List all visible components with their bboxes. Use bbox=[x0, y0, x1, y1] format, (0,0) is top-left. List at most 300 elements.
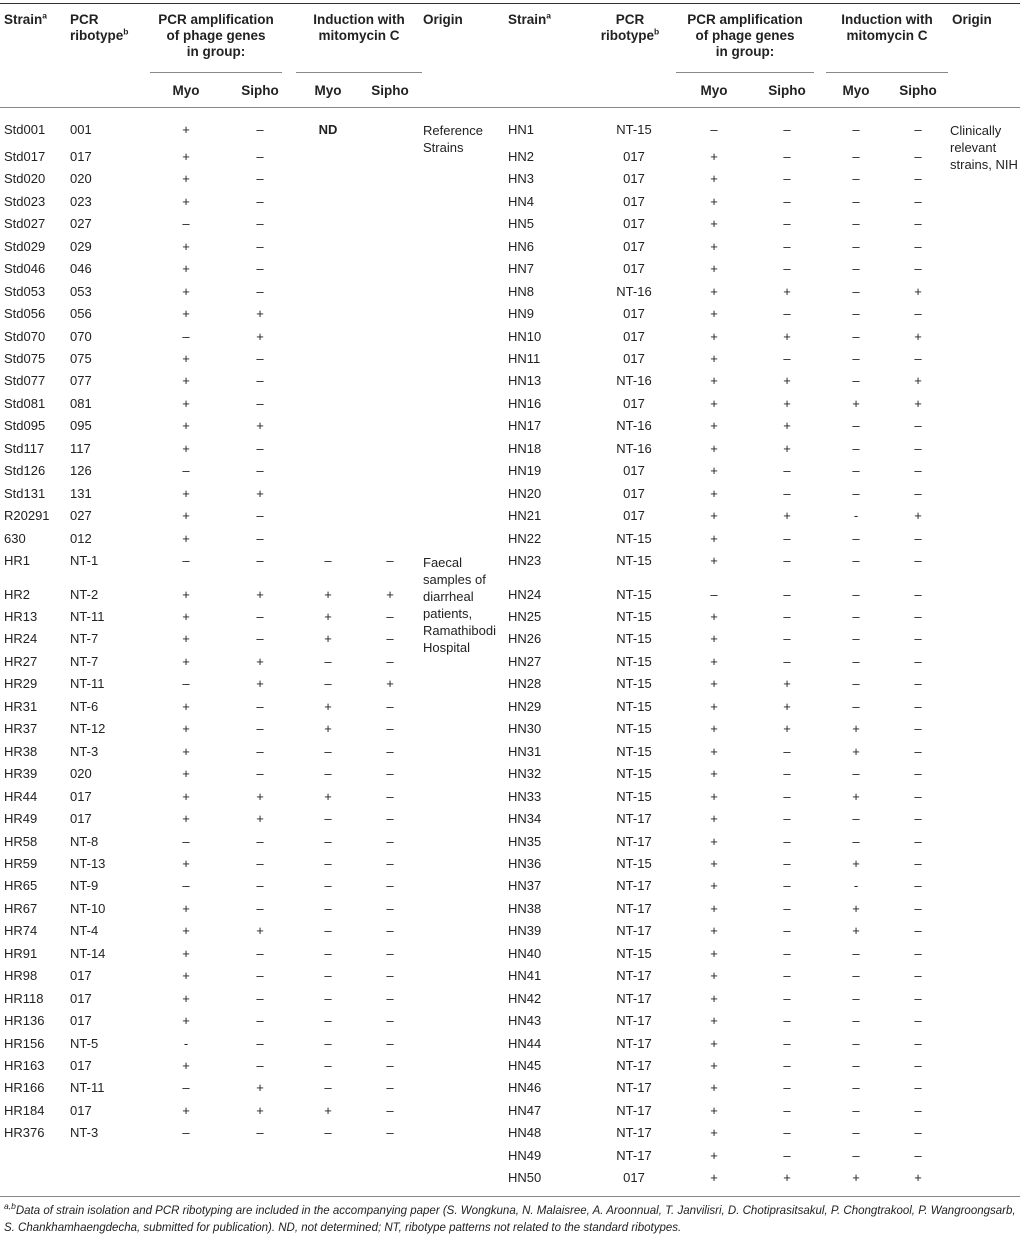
cell-ribotype: NT-16 bbox=[616, 373, 652, 389]
cell-ribotype: 017 bbox=[70, 990, 92, 1006]
cell-ind-myo: – bbox=[852, 553, 860, 568]
cell-ind-myo: – bbox=[852, 1147, 860, 1163]
cell-ribotype: NT-15 bbox=[616, 766, 652, 782]
cell-pcr-sipho: – bbox=[256, 530, 264, 546]
cell-ind-myo: – bbox=[852, 1102, 860, 1118]
cell-strain: HR184 bbox=[4, 1102, 45, 1118]
cell-pcr-myo: + bbox=[710, 1058, 718, 1073]
cell-ind-sipho: – bbox=[914, 855, 922, 871]
cell-ind-sipho: – bbox=[914, 990, 922, 1006]
cell-ribotype: 117 bbox=[70, 440, 91, 456]
cell-strain: HR13 bbox=[4, 608, 38, 624]
cell-ribotype: 017 bbox=[623, 1170, 645, 1186]
cell-pcr-sipho: – bbox=[256, 968, 264, 984]
cell-pcr-sipho: – bbox=[256, 743, 264, 759]
cell-pcr-myo: + bbox=[710, 968, 718, 984]
cell-ind-myo: – bbox=[852, 193, 860, 209]
cell-pcr-sipho: – bbox=[256, 1035, 264, 1051]
cell-ribotype: 077 bbox=[70, 373, 92, 389]
cell-ind-sipho: – bbox=[386, 653, 394, 669]
cell-ind-myo: – bbox=[852, 990, 860, 1006]
cell-ind-sipho: – bbox=[914, 1013, 922, 1029]
cell-ribotype: 023 bbox=[70, 193, 92, 209]
cell-ind-myo: + bbox=[852, 743, 860, 759]
cell-pcr-myo: – bbox=[182, 1080, 190, 1096]
cell-pcr-sipho: – bbox=[783, 766, 791, 782]
cell-ribotype: NT-17 bbox=[616, 968, 652, 984]
cell-ind-sipho: – bbox=[914, 216, 922, 232]
cell-strain: Std056 bbox=[4, 306, 46, 322]
cell-pcr-myo: + bbox=[710, 148, 718, 164]
cell-pcr-myo: + bbox=[710, 373, 718, 389]
cell-pcr-myo: + bbox=[710, 306, 718, 322]
cell-pcr-sipho: – bbox=[783, 216, 791, 232]
cell-ind-sipho: + bbox=[914, 328, 922, 344]
cell-pcr-sipho: – bbox=[256, 463, 264, 479]
cell-ind-sipho: – bbox=[914, 261, 922, 277]
cell-strain: HN37 bbox=[508, 878, 542, 894]
cell-pcr-sipho: – bbox=[256, 833, 264, 849]
cell-ribotype: NT-11 bbox=[70, 608, 105, 624]
cell-strain: HN28 bbox=[508, 676, 542, 692]
cell-pcr-myo: + bbox=[182, 766, 190, 782]
cell-ribotype: NT-17 bbox=[616, 1013, 652, 1029]
cell-ind-sipho: – bbox=[914, 676, 922, 692]
cell-pcr-sipho: – bbox=[783, 608, 791, 624]
cell-ind-myo: – bbox=[852, 463, 860, 479]
cell-pcr-myo: + bbox=[710, 328, 718, 344]
cell-strain: HN16 bbox=[508, 395, 542, 411]
cell-ind-myo: + bbox=[324, 1102, 332, 1118]
cell-pcr-sipho: – bbox=[783, 193, 791, 209]
cell-ribotype: 017 bbox=[623, 485, 645, 501]
cell-pcr-myo: + bbox=[182, 395, 190, 411]
cell-ind-myo: – bbox=[852, 968, 860, 984]
cell-pcr-sipho: + bbox=[783, 328, 791, 344]
cell-strain: Std020 bbox=[4, 171, 46, 187]
cell-pcr-myo: + bbox=[182, 945, 190, 961]
cell-pcr-sipho: + bbox=[256, 418, 264, 434]
cell-ind-myo: – bbox=[852, 1035, 860, 1051]
cell-pcr-myo: + bbox=[182, 721, 190, 737]
cell-ind-myo: – bbox=[852, 833, 860, 849]
cell-ribotype: 017 bbox=[623, 463, 645, 479]
cell-strain: HN5 bbox=[508, 216, 535, 232]
cell-ribotype: NT-15 bbox=[616, 553, 652, 568]
cell-pcr-myo: + bbox=[710, 923, 718, 939]
cell-ind-sipho: + bbox=[386, 676, 394, 692]
cell-ribotype: 081 bbox=[70, 395, 92, 411]
header-pcr-group-left: PCR amplification of phage genes in group: bbox=[158, 12, 274, 59]
cell-pcr-sipho: – bbox=[783, 833, 791, 849]
cell-pcr-myo: + bbox=[710, 608, 718, 624]
cell-pcr-sipho: – bbox=[783, 653, 791, 669]
cell-ind-sipho: – bbox=[386, 1058, 394, 1073]
cell-ind-myo: + bbox=[324, 788, 332, 804]
cell-ind-sipho: – bbox=[914, 193, 922, 209]
cell-ribotype: 020 bbox=[70, 766, 92, 782]
cell-ind-sipho: – bbox=[386, 1013, 394, 1029]
cell-ind-myo: – bbox=[852, 631, 860, 647]
induction-rule-left bbox=[296, 72, 422, 73]
cell-pcr-myo: + bbox=[182, 608, 190, 624]
cell-pcr-sipho: – bbox=[783, 238, 791, 254]
cell-ind-myo: – bbox=[852, 328, 860, 344]
cell-strain: HN22 bbox=[508, 530, 542, 546]
cell-ribotype: 017 bbox=[70, 1102, 92, 1118]
cell-ribotype: NT-17 bbox=[616, 811, 652, 826]
cell-pcr-sipho: + bbox=[783, 395, 791, 411]
cell-ind-myo: – bbox=[852, 766, 860, 782]
cell-strain: HR29 bbox=[4, 676, 38, 692]
cell-pcr-sipho: + bbox=[256, 676, 264, 692]
origin-reference: Reference Strains bbox=[423, 123, 483, 155]
cell-pcr-myo: + bbox=[710, 485, 718, 501]
cell-ind-myo: + bbox=[324, 721, 332, 737]
table-bottom-rule bbox=[0, 1196, 1020, 1197]
cell-ind-myo: – bbox=[852, 945, 860, 961]
cell-strain: HN18 bbox=[508, 440, 542, 456]
cell-pcr-sipho: + bbox=[783, 1170, 791, 1186]
top-rule bbox=[0, 3, 1020, 4]
cell-ind-sipho: – bbox=[386, 698, 394, 714]
cell-strain: Std017 bbox=[4, 148, 46, 164]
cell-strain: Std117 bbox=[4, 440, 45, 456]
cell-ind-myo: – bbox=[852, 238, 860, 254]
cell-pcr-myo: + bbox=[710, 1170, 718, 1186]
cell-ind-sipho: – bbox=[914, 698, 922, 714]
cell-strain: HR58 bbox=[4, 833, 38, 849]
cell-pcr-sipho: + bbox=[256, 788, 264, 804]
cell-pcr-sipho: – bbox=[256, 193, 264, 209]
cell-pcr-sipho: + bbox=[783, 698, 791, 714]
cell-strain: HN41 bbox=[508, 968, 542, 984]
cell-strain: Std077 bbox=[4, 373, 46, 389]
cell-ind-sipho: – bbox=[914, 900, 922, 916]
cell-pcr-myo: + bbox=[710, 351, 718, 366]
cell-pcr-sipho: – bbox=[783, 1058, 791, 1073]
header-myo-pcr-left: Myo bbox=[172, 83, 200, 98]
cell-ind-myo: + bbox=[852, 900, 860, 916]
cell-ribotype: 017 bbox=[623, 171, 645, 187]
cell-ribotype: NT-8 bbox=[70, 833, 99, 849]
cell-strain: HN6 bbox=[508, 238, 535, 254]
cell-ribotype: 017 bbox=[623, 306, 645, 322]
cell-strain: HR65 bbox=[4, 878, 38, 894]
cell-ribotype: 017 bbox=[70, 968, 92, 984]
cell-pcr-sipho: – bbox=[783, 261, 791, 277]
origin-faecal: Faecal samples of diarrheal patients, Ramathibodi Hospital bbox=[423, 555, 496, 655]
header-origin-right: Origin bbox=[952, 12, 992, 27]
cell-pcr-sipho: – bbox=[783, 878, 791, 894]
cell-ribotype: 070 bbox=[70, 328, 92, 344]
cell-ribotype: NT-15 bbox=[616, 743, 652, 759]
cell-ind-sipho: – bbox=[914, 485, 922, 501]
origin-clinical: Clinically relevant strains, NIH bbox=[950, 123, 1018, 172]
cell-strain: HR37 bbox=[4, 721, 38, 737]
cell-pcr-sipho: – bbox=[256, 1058, 264, 1073]
cell-ind-sipho: – bbox=[386, 743, 394, 759]
cell-pcr-myo: + bbox=[710, 1125, 718, 1141]
cell-pcr-sipho: – bbox=[256, 855, 264, 871]
cell-pcr-myo: + bbox=[710, 811, 718, 826]
cell-ribotype: 020 bbox=[70, 171, 92, 187]
cell-pcr-sipho: – bbox=[783, 743, 791, 759]
cell-pcr-sipho: – bbox=[256, 238, 264, 254]
cell-pcr-sipho: – bbox=[256, 631, 264, 647]
cell-ribotype: 056 bbox=[70, 306, 92, 322]
cell-ind-myo: + bbox=[852, 855, 860, 871]
cell-pcr-sipho: + bbox=[783, 283, 791, 299]
cell-pcr-sipho: + bbox=[256, 653, 264, 669]
cell-pcr-sipho: – bbox=[256, 945, 264, 961]
cell-ind-myo: + bbox=[852, 923, 860, 939]
cell-ind-myo: – bbox=[324, 811, 332, 826]
cell-pcr-myo: + bbox=[710, 855, 718, 871]
cell-ind-myo: – bbox=[852, 811, 860, 826]
cell-strain: HN29 bbox=[508, 698, 542, 714]
cell-pcr-myo: + bbox=[710, 1013, 718, 1029]
header-sipho-pcr-right: Sipho bbox=[768, 83, 806, 98]
cell-ribotype: NT-14 bbox=[70, 945, 106, 961]
cell-ind-sipho: – bbox=[386, 553, 394, 568]
cell-pcr-sipho: – bbox=[783, 1080, 791, 1096]
cell-ribotype: 046 bbox=[70, 261, 92, 277]
cell-ind-sipho: – bbox=[914, 148, 922, 164]
cell-strain: HN1 bbox=[508, 122, 535, 137]
cell-pcr-sipho: – bbox=[783, 945, 791, 961]
cell-strain: HR67 bbox=[4, 900, 38, 916]
cell-pcr-myo: + bbox=[182, 508, 190, 524]
cell-ind-sipho: – bbox=[914, 788, 922, 804]
cell-pcr-sipho: – bbox=[783, 631, 791, 647]
cell-pcr-sipho: – bbox=[783, 788, 791, 804]
cell-ribotype: 017 bbox=[623, 395, 645, 411]
cell-ribotype: NT-15 bbox=[616, 586, 652, 602]
cell-pcr-myo: + bbox=[182, 306, 190, 322]
cell-pcr-sipho: – bbox=[256, 171, 264, 187]
cell-ribotype: 027 bbox=[70, 508, 92, 524]
cell-ind-myo: ND bbox=[318, 122, 338, 137]
cell-ribotype: NT-17 bbox=[616, 923, 652, 939]
cell-pcr-sipho: – bbox=[783, 923, 791, 939]
cell-pcr-myo: + bbox=[182, 968, 190, 984]
header-ribotype-left: PCR ribotype$^b$ bbox=[70, 12, 129, 43]
cell-pcr-myo: + bbox=[710, 530, 718, 546]
cell-pcr-myo: – bbox=[182, 328, 190, 344]
cell-pcr-myo: + bbox=[182, 283, 190, 299]
cell-pcr-sipho: – bbox=[256, 351, 264, 366]
cell-ind-sipho: – bbox=[386, 833, 394, 849]
cell-ribotype: NT-2 bbox=[70, 586, 99, 602]
cell-strain: HR376 bbox=[4, 1125, 45, 1141]
cell-pcr-sipho: – bbox=[256, 878, 264, 894]
cell-ribotype: NT-17 bbox=[616, 833, 652, 849]
cell-ribotype: NT-17 bbox=[616, 990, 652, 1006]
cell-ind-myo: – bbox=[324, 553, 332, 568]
cell-strain: HN35 bbox=[508, 833, 542, 849]
cell-ind-sipho: – bbox=[914, 463, 922, 479]
cell-ind-myo: – bbox=[852, 418, 860, 434]
cell-pcr-myo: + bbox=[710, 508, 718, 524]
cell-strain: HN34 bbox=[508, 811, 542, 826]
cell-ind-sipho: – bbox=[386, 631, 394, 647]
cell-ind-myo: – bbox=[852, 373, 860, 389]
cell-pcr-sipho: – bbox=[256, 698, 264, 714]
cell-strain: HN27 bbox=[508, 653, 542, 669]
cell-ind-myo: – bbox=[324, 653, 332, 669]
cell-ribotype: NT-17 bbox=[616, 1102, 652, 1118]
cell-strain: Std046 bbox=[4, 261, 46, 277]
cell-pcr-myo: + bbox=[182, 122, 190, 137]
cell-ribotype: NT-11 bbox=[70, 676, 105, 692]
cell-ind-sipho: – bbox=[386, 721, 394, 737]
cell-pcr-sipho: + bbox=[256, 306, 264, 322]
cell-pcr-myo: – bbox=[182, 878, 190, 894]
cell-pcr-sipho: – bbox=[256, 1013, 264, 1029]
cell-strain: HR2 bbox=[4, 586, 31, 602]
cell-ind-myo: – bbox=[852, 586, 860, 602]
cell-ind-sipho: – bbox=[914, 923, 922, 939]
cell-ind-sipho: – bbox=[914, 631, 922, 647]
cell-ribotype: NT-13 bbox=[70, 855, 106, 871]
cell-ribotype: 027 bbox=[70, 216, 92, 232]
cell-strain: HR91 bbox=[4, 945, 38, 961]
cell-ind-myo: + bbox=[324, 698, 332, 714]
header-strain-right: Strain$^a$ bbox=[508, 10, 551, 27]
cell-pcr-sipho: – bbox=[783, 463, 791, 479]
cell-ind-myo: – bbox=[852, 1125, 860, 1141]
cell-ind-myo: + bbox=[324, 608, 332, 624]
cell-pcr-myo: + bbox=[710, 171, 718, 187]
cell-ind-sipho: – bbox=[914, 1058, 922, 1073]
cell-ribotype: NT-16 bbox=[616, 440, 652, 456]
cell-ind-sipho: – bbox=[914, 553, 922, 568]
cell-ind-myo: – bbox=[324, 1013, 332, 1029]
cell-ind-sipho: – bbox=[386, 855, 394, 871]
cell-ribotype: NT-15 bbox=[616, 855, 652, 871]
cell-pcr-sipho: + bbox=[256, 1080, 264, 1096]
cell-strain: HN9 bbox=[508, 306, 535, 322]
cell-pcr-sipho: + bbox=[256, 485, 264, 501]
cell-ind-sipho: – bbox=[386, 766, 394, 782]
cell-pcr-sipho: – bbox=[256, 122, 264, 137]
cell-ind-myo: – bbox=[852, 653, 860, 669]
cell-strain: HN42 bbox=[508, 990, 542, 1006]
cell-ribotype: 029 bbox=[70, 238, 92, 254]
cell-ind-myo: + bbox=[852, 721, 860, 737]
cell-ribotype: 017 bbox=[623, 216, 645, 232]
cell-ind-sipho: – bbox=[386, 923, 394, 939]
cell-pcr-sipho: – bbox=[256, 990, 264, 1006]
cell-strain: Std053 bbox=[4, 283, 46, 299]
cell-pcr-myo: + bbox=[182, 148, 190, 164]
cell-ind-myo: – bbox=[852, 676, 860, 692]
cell-ind-myo: - bbox=[853, 878, 859, 894]
cell-ind-sipho: – bbox=[914, 351, 922, 366]
cell-pcr-myo: + bbox=[182, 193, 190, 209]
cell-strain: HN23 bbox=[508, 553, 542, 568]
cell-ribotype: NT-17 bbox=[616, 1058, 652, 1073]
cell-pcr-myo: + bbox=[182, 171, 190, 187]
cell-pcr-sipho: + bbox=[256, 811, 264, 826]
cell-strain: Std081 bbox=[4, 395, 46, 411]
cell-pcr-myo: + bbox=[182, 530, 190, 546]
cell-ribotype: NT-15 bbox=[616, 721, 652, 737]
cell-pcr-sipho: + bbox=[256, 328, 264, 344]
cell-strain: HN48 bbox=[508, 1125, 542, 1141]
cell-pcr-sipho: – bbox=[256, 766, 264, 782]
cell-ribotype: NT-7 bbox=[70, 631, 99, 647]
cell-strain: Std023 bbox=[4, 193, 46, 209]
cell-strain: HR163 bbox=[4, 1058, 45, 1073]
cell-pcr-sipho: + bbox=[783, 721, 791, 737]
cell-ind-myo: – bbox=[324, 878, 332, 894]
cell-ribotype: 075 bbox=[70, 351, 92, 366]
cell-pcr-myo: + bbox=[710, 418, 718, 434]
cell-ind-sipho: – bbox=[914, 1035, 922, 1051]
cell-ribotype: 017 bbox=[623, 148, 645, 164]
cell-pcr-myo: + bbox=[182, 373, 190, 389]
cell-ribotype: 017 bbox=[623, 193, 645, 209]
cell-pcr-myo: + bbox=[710, 463, 718, 479]
cell-ribotype: 012 bbox=[70, 530, 92, 546]
cell-pcr-myo: + bbox=[182, 788, 190, 804]
cell-ind-sipho: – bbox=[914, 1080, 922, 1096]
cell-ind-sipho: – bbox=[386, 1102, 394, 1118]
cell-pcr-sipho: – bbox=[783, 171, 791, 187]
cell-pcr-myo: + bbox=[710, 1102, 718, 1118]
cell-pcr-myo: + bbox=[182, 653, 190, 669]
cell-strain: HN2 bbox=[508, 148, 535, 164]
cell-ribotype: 017 bbox=[70, 1058, 92, 1073]
cell-ind-sipho: – bbox=[386, 1080, 394, 1096]
cell-strain: HR38 bbox=[4, 743, 38, 759]
cell-pcr-myo: + bbox=[710, 698, 718, 714]
cell-ribotype: NT-17 bbox=[616, 1147, 652, 1163]
cell-ribotype: 053 bbox=[70, 283, 92, 299]
cell-ribotype: NT-3 bbox=[70, 743, 99, 759]
cell-pcr-myo: + bbox=[710, 440, 718, 456]
cell-pcr-myo: – bbox=[710, 586, 718, 602]
cell-ind-myo: – bbox=[324, 743, 332, 759]
cell-pcr-myo: + bbox=[182, 261, 190, 277]
cell-pcr-sipho: – bbox=[256, 440, 264, 456]
cell-pcr-myo: + bbox=[182, 990, 190, 1006]
cell-pcr-myo: – bbox=[182, 216, 190, 232]
cell-strain: HN39 bbox=[508, 923, 542, 939]
cell-ribotype: NT-7 bbox=[70, 653, 99, 669]
cell-strain: HR98 bbox=[4, 968, 38, 984]
cell-pcr-sipho: + bbox=[256, 923, 264, 939]
cell-ind-sipho: – bbox=[386, 608, 394, 624]
cell-strain: HN45 bbox=[508, 1058, 542, 1073]
header-strain-left: Strain$^a$ bbox=[4, 10, 47, 27]
cell-pcr-sipho: – bbox=[783, 122, 791, 137]
cell-ind-myo: – bbox=[852, 283, 860, 299]
cell-ind-sipho: – bbox=[386, 945, 394, 961]
cell-pcr-myo: + bbox=[182, 923, 190, 939]
cell-ind-sipho: + bbox=[914, 1170, 922, 1186]
cell-pcr-myo: + bbox=[710, 676, 718, 692]
cell-ribotype: NT-15 bbox=[616, 788, 652, 804]
cell-ribotype: 017 bbox=[70, 811, 92, 826]
cell-pcr-sipho: – bbox=[256, 373, 264, 389]
cell-pcr-myo: + bbox=[710, 945, 718, 961]
cell-ribotype: 131 bbox=[70, 485, 92, 501]
cell-pcr-sipho: – bbox=[783, 990, 791, 1006]
cell-ribotype: NT-3 bbox=[70, 1125, 99, 1141]
